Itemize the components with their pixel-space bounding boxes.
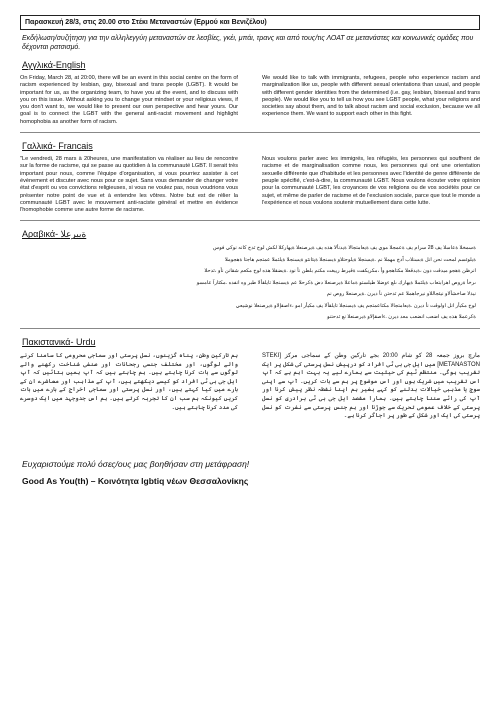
divider xyxy=(20,328,480,329)
urdu-heading: Πακιστανικά- Urdu xyxy=(22,336,96,347)
organization-signature: Good As You(th) – Κοινότητα lgbtiq νέων Θεσσαλονίκης xyxy=(22,475,249,486)
arabic-heading: Αραβικά- ةيبرعلا xyxy=(22,229,87,240)
french-right-column: Nous voulons parler avec les immigrés, les réfugiés, les personnes qui souffrent de racisme et de marginalisation comme nous, les personnes qui ont une orientation sexuelle différente que d'habitude et les personnes avec l'identité de genre différente de peuple spécifié, c'est-à-dire, la communauté LGBT. Nous voulons écouter votre opinion pour la communauté LGBT, les croyances de vos religions ou de vos sociétés pour ce sujet, et même de parler de racisme et de l'exclusion sociale, parce que tout le monde a l'expérience et nous voulons soutenir mutuellement dans cette lutte. xyxy=(262,156,480,206)
divider xyxy=(20,220,480,221)
event-intro: Εκδήλωση/συζήτηση για την αλληλεγγύη μεταναστών σε λεσβίες, γκέι, μπάι, τρανς και από τους/τις ΛΟΑΤ σε μετανάστες και κοινωνικές ομάδες που δέχονται ρατσισμό. xyxy=(22,35,474,51)
spacer xyxy=(20,421,480,459)
french-left-column: "Le vendredi, 28 mars à 20heures, une manifestation va réaliser au lieu de rencontre sur la forme de racisme, qui se passe au quotidien à la communauté LGBT. Il serait très important pour nous, comme l'équipe d'organisation, si vous pourriez assister à cet évènement et discuter avec nous pour ce sujet. Sans vous demander de changer votre état d'esprit ou vos convictions religieuses, si vous ne voulez pas, nous voudrions vous présenter notre point de vue et à entendre les vôtres. Notre but est de rélier la communauté LGBT avec le mouvement anti-raciste général et mettre en évidence l'homophobie comme une autre forme de racisme. xyxy=(20,156,238,214)
english-right-column: We would like to talk with immigrants, refugees, people who experience racism and marginalization like us, people with different sexual orientations than usual, and people with different gender identities from the determined (i.e. gay, lesbian, bisexual and trans people). We would like you to tell us how you see LGBT people, what your religions and societies say about them, and to talk about racism and social exclusion, because we all experience them. We want to support each other in this fight. xyxy=(262,75,480,118)
arabic-paragraph: لوح مكيأر انل اولوقت نأ ديرن .ةيعامتجالا مكتاعمتجم يف ةيسنجلا تايلقألا يف مكيأر امو ،ءاصقإلاو ةيرصنعلا نوشيعي xyxy=(235,302,476,309)
arabic-paragraph: ةكرعملا هذه يف اضعب انضعب معد ديرن .ءاصقإلاو ةيرصنعلا نع ثدحتنو xyxy=(327,314,476,321)
english-heading: Αγγλικά-English xyxy=(22,60,86,70)
arabic-paragraph: ةسمخلا ةعاسلا يف 28 سرام يف ةعمجلا موي يف ةيعامتجالا ةيدنألا هذه يف ةيرصنعلا ةيهاركلا لكش لوح ثدح كانه نوكي فوس xyxy=(212,245,476,252)
french-section xyxy=(20,156,480,214)
arabic-paragraph: ىرخأ ةروص اهرابتعاب ةيلثملا ةيهارك ىلع ءوضلا طيلستو ةماعلا ةيرصنعلا دض ةكرحلا عم ةيسنجلا تايلقألا طبر وه انفده .مكئارآ عامسو xyxy=(196,279,476,286)
divider xyxy=(20,132,480,133)
urdu-section xyxy=(20,352,480,421)
french-heading: Γαλλικά- Francais xyxy=(22,141,93,152)
arabic-paragraph: ةيلوئسم لمحت نحن انل ةبسنلاب اًدج مهملا نم .ةيسنجلا ةيلوحتلاو ةيسنجلا ةيئانثو ةيسنجلا ةيلثملا عمتجم هاجتا ةهجوملا xyxy=(224,256,476,263)
english-section xyxy=(20,75,480,126)
arabic-text xyxy=(20,244,480,322)
event-title: Παρασκευή 28/3, στις 20.00 στο Στέκι Μεταναστών (Ερμού και Βενιζέλου) xyxy=(20,15,480,30)
arabic-paragraph: انرظن ةهجو ميدقت دون ،ةيدقعلا مكتاهجو وأ ،مكريكفت ةقيرط رييغت مكنم بلطن نأ نود .ةيضقلا هذه لوح مكعم شقانن نأو ،ثدحلا xyxy=(204,268,476,275)
urdu-left-column: ہم تارکین وطن، پناہ گزینوں، نسل پرستی اور سماجی محرومی کا سامنا کرنے والے لوگوں، اور مختلف جنسی رجحانات اور صنفی شناخت رکھنے والے لوگوں سے بات کرنا چاہتے ہیں۔ ہم چاہتے ہیں کہ آپ ہمیں بتائیں کہ آپ ایل جی بی ٹی افراد کو کیسے دیکھتے ہیں، آپ کے مذاہب اور معاشرے ان کے بارے میں کیا کہتے ہیں، اور نسل پرستی اور سماجی اخراج کے بارے میں بات کریں کیونکہ ہم سب ان کا تجربہ کرتے ہیں۔ ہم اس جدوجہد میں ایک دوسرے کی مدد کرنا چاہتے ہیں۔ xyxy=(20,352,238,411)
urdu-right-column: مارچ بروز جمعہ 28 کو شام 20:00 بجے تارکین وطن کے سماجی مرکز [STEKI METANASTON] میں ایل جی بی ٹی افراد کو درپیش نسل پرستی کی شکل پر ایک تقریب ہوگی۔ منتظم ٹیم کی حیثیت سے ہمارے لیے یہ بہت اہم ہے کہ آپ اس تقریب میں شریک ہوں اور اس موضوع پر ہم سے بات کریں۔ آپ سے اپنی سوچ یا مذہبی خیالات بدلنے کو کہے بغیر ہم اپنا نقطہ نظر پیش کرنا اور آپ کی رائے سننا چاہتے ہیں۔ ہمارا مقصد ایل جی بی ٹی برادری کو نسل پرستی کے خلاف عمومی تحریک سے جوڑنا اور ہم جنس پرستی سے نفرت کو نسل پرستی کی ایک اور شکل کے طور پر اجاگر کرنا ہے۔ xyxy=(262,352,480,420)
arabic-paragraph: نيذلا صاخشألاو نيئجاللاو نيرجاهملا عم ثدحتن نأ ديرن .ةيرصنعلا روص نم xyxy=(326,291,476,298)
english-left-column: On Friday, March 28, at 20:00, there will be an event in this social centre on the form of racism experienced by lesbian, gay, bisexual and trans people (LGBT). It would be important for us, as the organizing team, to have you at the event, and to discuss with you on this issue. Without asking you to change your mindset or your religious views, if you don't want to, we would like to present our own perspective and hear yours. Our goal is to connect the LGBT with the general anti-racist movement and highlight homophobia as another form of racism. xyxy=(20,75,238,125)
thanks-line: Ευχαριστούμε πολύ όσες/ους μας βοηθήσαν στη μετάφραση! xyxy=(22,458,250,469)
